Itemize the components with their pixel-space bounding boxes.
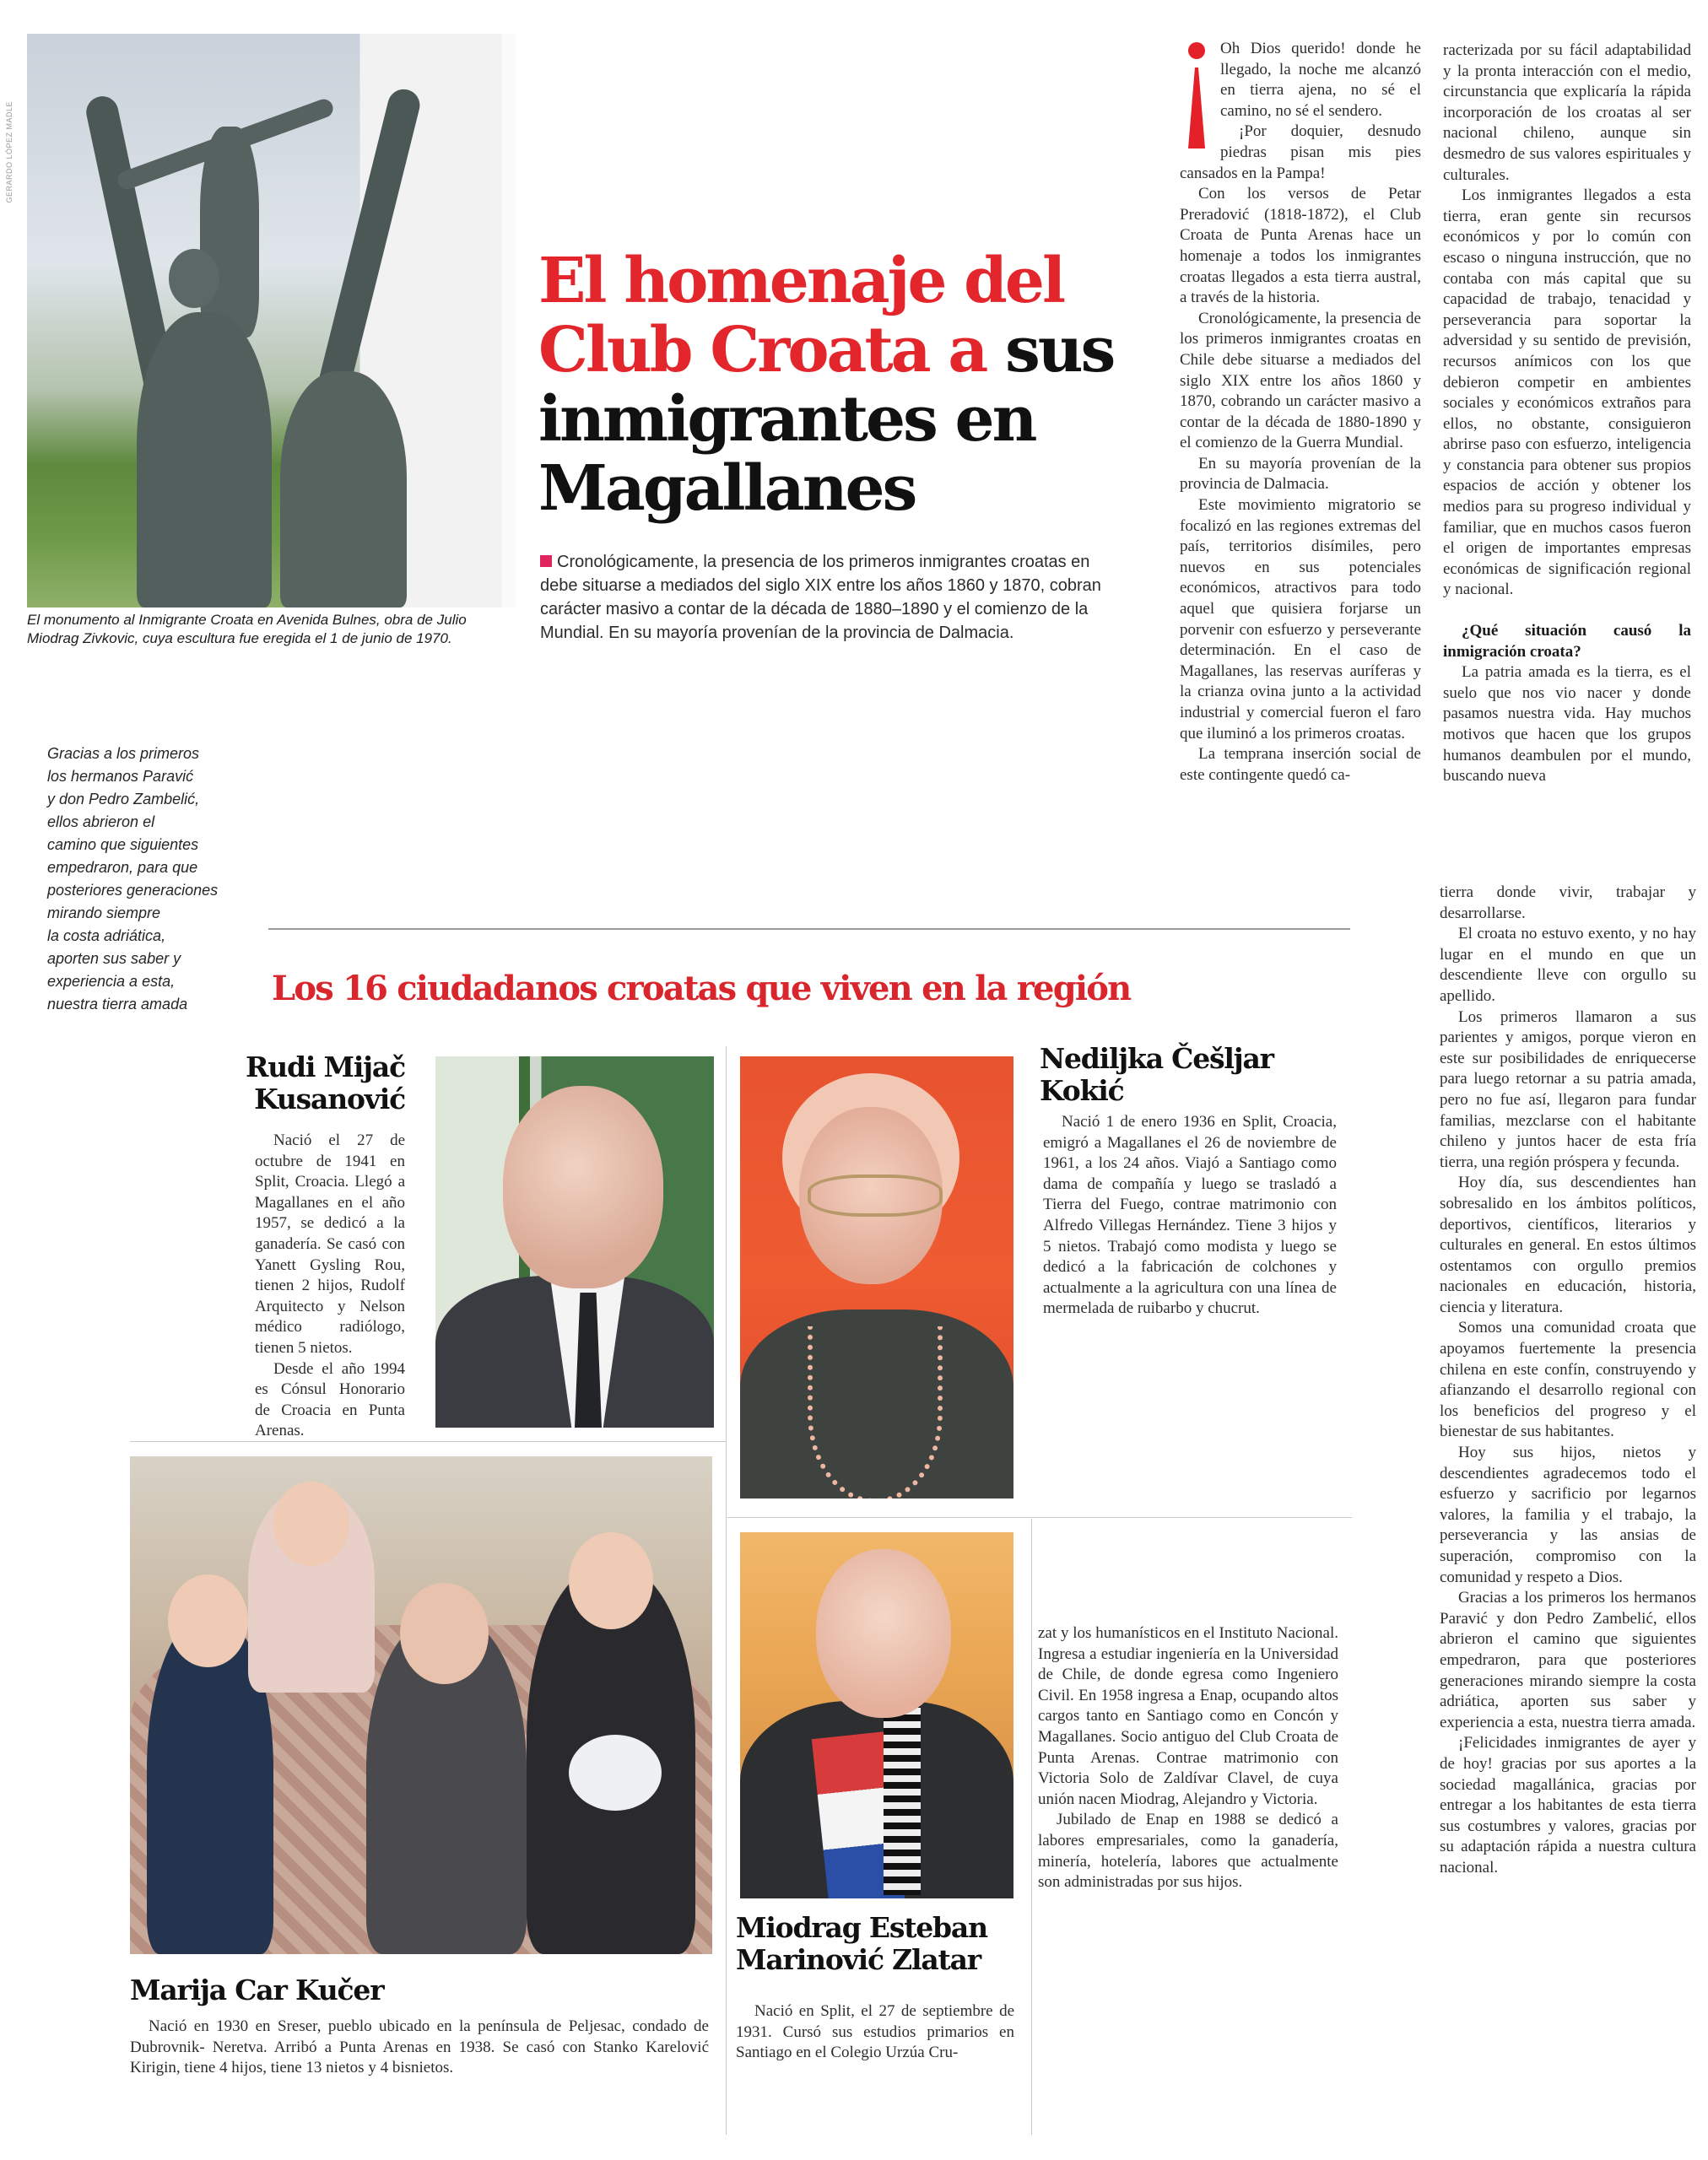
article-paragraph: Gracias a los primeros los hermanos Paravić y don Pedro Zambelić, ellos abrieron el camino que siguientes empedraron, para que posteriores generaciones mirando siempre la costa adriática, aporten sus saber y experiencia a esta, nuestra tierra amada. xyxy=(1440,1589,1696,1731)
name-line: Rudi Mijač xyxy=(246,1050,405,1083)
profile-name-miodrag xyxy=(736,1912,1023,1976)
row-divider xyxy=(130,1441,726,1442)
dek-line: Cronológicamente, la presencia de los primeros inmigrantes croatas en xyxy=(557,553,1090,571)
article-paragraph: Este movimiento migratorio se focalizó en las regiones extremas del país, territorios disímiles, pero nuevos en sus potenciales económicos, atractivos para todo aquel que quisiera forjarse un porvenir con esfuerzo y perseverante determinación. En el caso de Magallanes, las reservas auríferas y la crianza ovina junto a la actividad industrial y comercial fueron el faro que iluminó a los primeros croatas. xyxy=(1180,496,1421,742)
square-bullet-icon xyxy=(540,555,552,567)
bio-paragraph: zat y los humanísticos en el Instituto Nacional. Ingresa a estudiar ingeniería en la Universidad de Chile, de donde egresa como Ingeniero Civil. En 1958 ingresa a Enap, ocupando altos cargos tanto en Santiago como en Concón y Magallanes. Socio antiguo del Club Croata de Punta Arenas. Contrae matrimonio con Victoria Solo de Zaldívar Clavel, de cuya unión nacen Miodrag, Alejandro y Victoria. xyxy=(1038,1624,1338,1808)
section-title: Los 16 ciudadanos croatas que viven en la región xyxy=(272,969,1131,1008)
portrait-miodrag xyxy=(740,1532,1013,1898)
monument-caption: El monumento al Inmigrante Croata en Avenida Bulnes, obra de Julio Miodrag Zivkovic, cuya escultura fue eregida el 1 de junio de 1970. xyxy=(27,612,467,646)
profile-name-nediljka xyxy=(1040,1043,1343,1107)
article-paragraph: racterizada por su fácil adaptabilidad y la pronta interacción con el medio, circunstancia que explicaría la rápida incorporación de los croatas al ser nacional chileno, aunque sin desmedro de sus valores espirituales y culturales. xyxy=(1443,41,1691,184)
dek-line: debe situarse a mediados del siglo XIX entre los años 1860 y 1870, cobran xyxy=(540,576,1101,595)
article-paragraph: La temprana inserción social de este contingente quedó ca- xyxy=(1180,745,1421,784)
pull-quote-line: Gracias a los primeros xyxy=(47,745,200,762)
bio-paragraph: Nació 1 de enero 1936 en Split, Croacia, emigró a Magallanes el 26 de noviembre de 1961, a los 24 años. Viajó a Santiago como dama de compañía y luego se trasladó a Tierra del Fuego, contrae matrimonio con Alfredo Villegas Hernández. Tiene 3 hijos y 5 nietos. Trabajó como modista y luego se dedicó a la fabricación de colchones y actualmente a la agricultura con una línea de mermelada de ruibarbo y chucrut. xyxy=(1043,1113,1337,1318)
article-paragraph: Los primeros llamaron a sus parientes y amigos, porque vieron en este sur posibilidades de enriquecerse para luego retornar a su patria amada, pero no fue así, llegaron para fundar familias, mezclarse con el habitante chileno y juntos hacer de esta fría tierra, una región próspera y fecunda. xyxy=(1440,1007,1696,1171)
pull-quote-line: y don Pedro Zambelić, xyxy=(47,791,200,807)
article-subhead: ¿Qué situación causó la inmigración croata? xyxy=(1443,622,1691,661)
profile-name-rudi xyxy=(177,1051,405,1115)
column-divider xyxy=(1031,1519,1032,2135)
profile-bio-rudi xyxy=(255,1131,405,1442)
name-line: Miodrag Esteban xyxy=(736,1911,987,1944)
profile-name-marija: Marija Car Kučer xyxy=(130,1974,384,2006)
portrait-rudi xyxy=(435,1056,714,1428)
dek-line: carácter masivo a contar de la década de 1880–1890 y el comienzo de la xyxy=(540,600,1089,618)
article-column-2 xyxy=(1443,40,1691,787)
portrait-nediljka xyxy=(740,1056,1013,1498)
profile-bio-nediljka xyxy=(1043,1112,1337,1320)
bio-paragraph: Jubilado de Enap en 1988 se dedicó a labores empresariales, como la ganadería, minería, hotelería, labores que actualmente son administradas por sus hijos. xyxy=(1038,1811,1338,1892)
article-column-3 xyxy=(1440,883,1696,1879)
pull-quote-line: la costa adriática, xyxy=(47,927,166,944)
article-paragraph: Cronológicamente, la presencia de los primeros inmigrantes croatas en Chile debe situarse a mediados del siglo XIX entre los años 1860 y 1870, cobrando un carácter masivo a contar de la década de 1880-1890 y el comienzo de la Guerra Mundial. xyxy=(1180,309,1421,452)
article-paragraph: La patria amada es la tierra, es el suelo que nos vio nacer y donde pasamos nuestra vida. Hay muchos motivos que hacen que los grupos humanos deambulen por el mundo, buscando nueva xyxy=(1443,663,1691,786)
article-paragraph: Los inmigrantes llegados a esta tierra, eran gente sin recursos económicos y por lo común con escaso o ninguna instrucción, que no contaba con más capital que su capacidad de trabajo, tenacidad y perseverancia para soportar la adversidad y su sentido de previsión, recursos anímicos con los que debieron competir en ambientes sociales y económicos extraños para ellos, no obstante, consiguieron abrirse paso con esfuerzo, inteligencia y constancia para obtener sus propios espacios de acción y obtener los medios para su progreso individual y familiar, que en muchos casos fueron el origen de importantes empresas económicas de significación regional y nacional. xyxy=(1443,186,1691,599)
name-line: Marinović Zlatar xyxy=(736,1943,981,1976)
bio-paragraph: Nació en Split, el 27 de septiembre de 1931. Cursó sus estudios primarios en Santiago en el Colegio Urzúa Cru- xyxy=(736,2002,1014,2062)
article-paragraph: En su mayoría provenían de la provincia de Dalmacia. xyxy=(1180,454,1421,494)
headline-red-part: El homenaje del Club Croata a xyxy=(538,245,1064,386)
pull-quote-line: nuestra tierra amada xyxy=(47,996,188,1012)
column-divider xyxy=(726,1046,727,2135)
row-divider xyxy=(727,1517,1352,1518)
article-paragraph: Oh Dios querido! donde he llegado, la noche me alcanzó en tierra ajena, no sé el camino, no sé el sendero. xyxy=(1180,39,1421,122)
profile-bio-miodrag-part1 xyxy=(736,2001,1014,2064)
pull-quote-line: mirando siempre xyxy=(47,904,161,921)
pull-quote-line: experiencia a esta, xyxy=(47,973,176,990)
statue-child xyxy=(200,127,259,338)
profile-bio-miodrag-part2 xyxy=(1038,1623,1338,1893)
article-paragraph: El croata no estuvo exento, y no hay lugar en el mundo en que un descendiente lleve con orgullo su apellido. xyxy=(1440,925,1696,1005)
family-photo-marija xyxy=(130,1456,712,1954)
headline xyxy=(538,246,1146,523)
article-paragraph: ¡Por doquier, desnudo piedras pisan mis pies cansados en la Pampa! xyxy=(1180,122,1421,182)
bio-paragraph: Desde el año 1994 es Cónsul Honorario de Croacia en Punta Arenas. xyxy=(255,1359,405,1440)
statue-head xyxy=(169,249,219,308)
article-paragraph: Hoy día, sus descendientes han sobresalido en los ámbitos políticos, deportivos, científicos, literarios y culturales en general. En estos últimos ostentamos con orgullo premios nacionales en educación, historia, ciencia y literatura. xyxy=(1440,1174,1696,1316)
pull-quote-line: posteriores generaciones xyxy=(47,882,219,899)
article-column-1 xyxy=(1180,39,1421,786)
statue-man xyxy=(137,312,272,608)
pull-quote-line: aporten sus saber y xyxy=(47,950,181,967)
dek-line: Mundial. En su mayoría provenían de la provincia de Dalmacia. xyxy=(540,624,1014,642)
profile-bio-marija xyxy=(130,2017,709,2079)
pull-quote-line: los hermanos Paravić xyxy=(47,768,194,785)
headline-black-part: sus inmigrantes en Magallanes xyxy=(538,314,1114,525)
article-paragraph: Somos una comunidad croata que apoyamos fuertemente la presencia chilena en este confín, construyendo y afianzando el desarrollo regional con los beneficios del progreso y el bienestar de sus habitantes. xyxy=(1440,1319,1696,1441)
article-paragraph: ¡Felicidades inmigrantes de ayer y de hoy! gracias por sus aportes a la sociedad magallánica, gracias por entregar a los habitantes de esta tierra sus costumbres y valores, gracias por su adaptación rápida a nuestra cultura nacional. xyxy=(1440,1734,1696,1876)
bio-paragraph: Nació el 27 de octubre de 1941 en Split, Croacia. Llegó a Magallanes en el año 1957, se dedicó a la ganadería. Se casó con Yanett Gysling Rou, tienen 2 hijos, Rudolf Arquitecto y Nelson médico radiólogo, tienen 5 nietos. xyxy=(255,1131,405,1357)
article-paragraph: Con los versos de Petar Preradović (1818-1872), el Club Croata de Punta Arenas hace un homenaje a todos los inmigrantes croatas llegados a esta tierra austral, a través de la historia. xyxy=(1180,185,1421,307)
section-divider xyxy=(268,928,1350,930)
article-paragraph: Hoy sus hijos, nietos y descendientes agradecemos todo el esfuerzo y sacrificio por legarnos valores, la familia y el trabajo, la perseverancia y las ansias de superación, compromiso con la comunidad y respeto a Dios. xyxy=(1440,1444,1696,1586)
article-paragraph: tierra donde vivir, trabajar y desarrollarse. xyxy=(1440,883,1696,922)
bio-paragraph: Nació en 1930 en Sreser, pueblo ubicado en la península de Peljesac, condado de Dubrovnik- Neretva. Arribó a Punta Arenas en 1938. Se casó con Stanko Karelović Kirigin, tiene 4 hijos, tiene 13 nietos y 4 bisnietos. xyxy=(130,2017,709,2077)
pull-quote-line: camino que siguientes xyxy=(47,836,199,853)
pull-quote-line: empedraron, para que xyxy=(47,859,198,876)
statue-woman xyxy=(280,371,407,608)
name-line: Nediljka Češljar xyxy=(1040,1042,1273,1075)
pull-quote xyxy=(47,742,267,1016)
monument-photo xyxy=(27,34,516,608)
photo-credit: GERARDO LÓPEZ MADLE xyxy=(5,101,14,203)
dek xyxy=(540,550,1165,645)
inverted-exclamation-dropcap-icon xyxy=(1180,42,1215,152)
name-line: Kusanović xyxy=(254,1083,405,1115)
name-line: Kokić xyxy=(1040,1074,1124,1107)
pull-quote-line: ellos abrieron el xyxy=(47,813,155,830)
